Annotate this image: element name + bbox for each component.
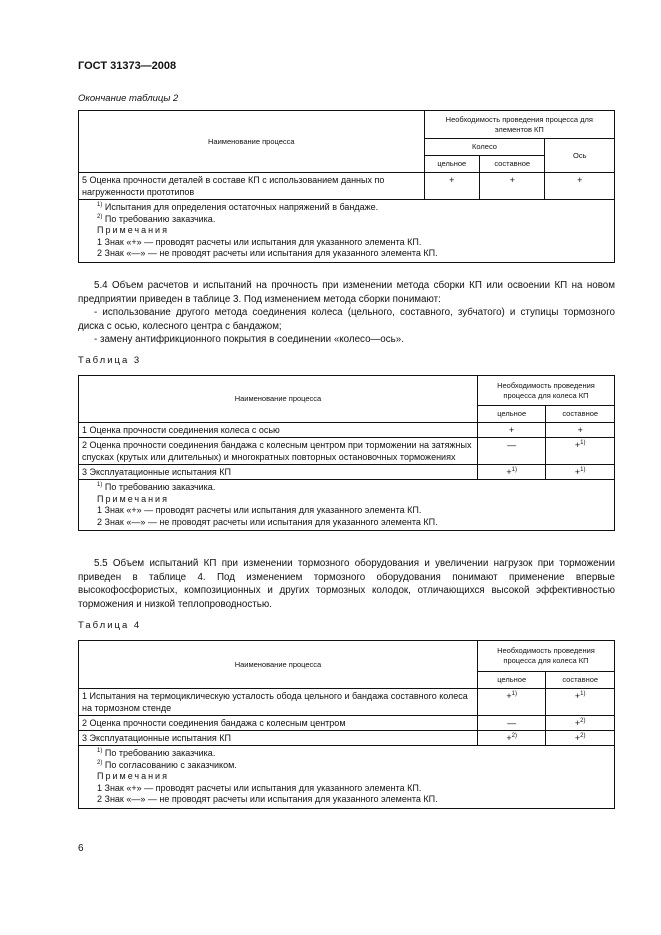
note: 2 Знак «—» — не проводят расчеты или испытания для указанного элемента КП. [97, 794, 438, 804]
table3-row3-name: 3 Эксплуатационные испытания КП [79, 465, 478, 480]
notes-title: Примечания [97, 771, 169, 781]
table3-row1-composite: + [546, 423, 615, 438]
footnote: $^{2)}$ По согласованию с заказчиком. [97, 759, 237, 770]
note: 1 Знак «+» — проводят расчеты или испытания для указанного элемента КП. [97, 505, 422, 515]
table4-row3-name: 3 Эксплуатационные испытания КП [79, 731, 478, 746]
table-row [79, 173, 615, 200]
table4-header-need: Необходимость проведения процесса для колеса КП [477, 641, 614, 672]
table4-header-solid: цельное [477, 672, 545, 689]
table4-header-process: Наименование процесса [79, 641, 478, 689]
table4-row2-name: 2 Оценка прочности соединения бандажа с колесным центром [79, 716, 478, 731]
table4-row3-composite: +$^{2)}$ [546, 731, 615, 746]
table3-row1-solid: + [477, 423, 545, 438]
table3-header-process: Наименование процесса [79, 376, 478, 423]
table4-row2-composite: +$^{2)}$ [546, 716, 615, 731]
note: 1 Знак «+» — проводят расчеты или испытания для указанного элемента КП. [97, 236, 422, 247]
table3-notes [79, 480, 615, 531]
table4-row3-solid: +$^{2)}$ [477, 731, 545, 746]
table-row [79, 731, 615, 746]
table3-caption: Таблица 3 [78, 355, 142, 366]
table3-header-need: Необходимость проведения процесса для колеса КП [477, 376, 614, 406]
table3-header-composite: составное [546, 406, 615, 423]
table-row [79, 716, 615, 731]
table2-header-composite: составное [479, 156, 544, 173]
table3-row2-name: 2 Оценка прочности соединения бандажа с колесным центром при торможении на затяжных спусках (крутых или длительных) и многократных повторных остановочных торможениях [79, 438, 478, 465]
table2-row1-solid: + [424, 173, 479, 200]
document-id: ГОСТ 31373—2008 [78, 60, 177, 72]
table2-notes [79, 200, 615, 263]
table2-header-wheel: Колесо [424, 139, 545, 156]
footnote: $^{1)}$ По требованию заказчика. [97, 748, 216, 758]
table4-row1-composite: +$^{1)}$ [546, 689, 615, 716]
table4-caption: Таблица 4 [78, 620, 142, 631]
table4-header-composite: составное [546, 672, 615, 689]
table-row [79, 465, 615, 480]
footnote: $^{1)}$ Испытания для определения остаточных напряжений в бандаже. [97, 202, 379, 212]
note: 1 Знак «+» — проводят расчеты или испытания для указанного элемента КП. [97, 782, 422, 793]
table2 [78, 110, 615, 263]
note: 2 Знак «—» — не проводят расчеты или испытания для указанного элемента КП. [97, 248, 438, 258]
table4 [78, 640, 615, 809]
table-row [79, 689, 615, 716]
table2-header-solid: цельное [424, 156, 479, 173]
table2-header-axle: Ось [545, 139, 615, 173]
table4-notes [79, 746, 615, 809]
table3-row2-composite: +$^{1)}$ [546, 438, 615, 465]
table4-row2-solid: — [477, 716, 545, 731]
table-row [79, 438, 615, 465]
table2-row1-composite: + [479, 173, 544, 200]
table4-row1-name: 1 Испытания на термоциклическую усталость обода цельного и бандажа составного колеса на тормозном стенде [79, 689, 478, 716]
table2-header-process: Наименование процесса [79, 111, 425, 173]
paragraph-5-5: 5.5 Объем испытаний КП при изменении тормозного оборудования и увеличении нагрузок при торможении приведен в таблице 4. Под изменением тормозного оборудования понимают применение впервые высокофосфористых, композиционных и других тормозных колодок, отличающихся высокой эффективностью торможения и низкой теплопроводностью. [78, 558, 615, 610]
notes-title: Примечания [97, 225, 169, 235]
page-number: 6 [78, 843, 84, 854]
table3-row1-name: 1 Оценка прочности соединения колеса с осью [79, 423, 478, 438]
note: 2 Знак «—» — не проводят расчеты или испытания для указанного элемента КП. [97, 516, 438, 527]
table2-row1-name: 5 Оценка прочности деталей в составе КП с использованием данных по нагруженности прототипов [79, 173, 425, 200]
footnote: $^{2)}$ По требованию заказчика. [97, 213, 216, 224]
paragraph-5-4: 5.4 Объем расчетов и испытаний на прочность при изменении метода сборки КП или освоении КП на новом предприятии приведен в таблице 3. Под изменением метода сборки понимают: - использование другого метода соединения колеса (цельного, составного, зубчатого) и ступицы тормозного диска с осью, колесного центра с бандажом; - замену антифрикционного покрытия в соединении «колесо—ось». [78, 280, 615, 345]
table3-header-solid: цельное [477, 406, 545, 423]
notes-title: Примечания [97, 493, 169, 504]
table3-row3-solid: +$^{1)}$ [477, 465, 545, 480]
footnote: $^{1)}$ По требованию заказчика. [97, 482, 216, 492]
table2-caption: Окончание таблицы 2 [78, 93, 179, 104]
table4-row1-solid: +$^{1)}$ [477, 689, 545, 716]
table2-header-need: Необходимость проведения процесса для элементов КП [424, 111, 614, 139]
table3-row2-solid: — [477, 438, 545, 465]
table-row [79, 423, 615, 438]
table3 [78, 375, 615, 531]
table2-row1-axle: + [545, 173, 615, 200]
table3-row3-composite: +$^{1)}$ [546, 465, 615, 480]
